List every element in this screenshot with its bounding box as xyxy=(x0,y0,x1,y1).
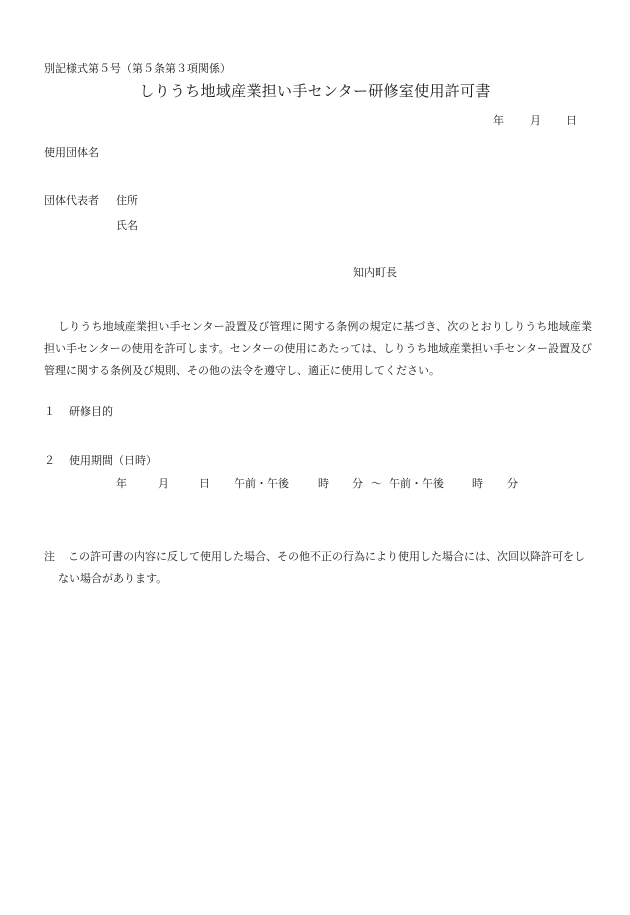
period-year-label: 年 xyxy=(116,477,127,490)
period-end-minute-label: 分 xyxy=(507,477,518,490)
period-start-minute-label: 分 xyxy=(352,477,363,490)
item-number: １ xyxy=(44,405,55,418)
period-start-hour-label: 時 xyxy=(318,477,329,490)
item-label: 研修目的 xyxy=(69,405,113,418)
item-label: 使用期間（日時） xyxy=(69,454,157,467)
period-start-ampm: 午前・午後 xyxy=(234,477,289,490)
document-title: しりうち地域産業担い手センター研修室使用許可書 xyxy=(139,82,491,100)
form-label: 別記様式第５号（第５条第３項関係） xyxy=(44,62,231,75)
date-day-label: 日 xyxy=(566,114,577,127)
period-day-label: 日 xyxy=(199,477,210,490)
issuer: 知内町長 xyxy=(353,266,397,279)
period-month-label: 月 xyxy=(158,477,169,490)
date-year-label: 年 xyxy=(493,114,504,127)
note xyxy=(44,546,592,590)
representative-label: 団体代表者 xyxy=(44,194,99,207)
item-purpose xyxy=(44,405,113,419)
name-label: 氏名 xyxy=(116,219,138,232)
item-period xyxy=(44,454,157,468)
org-name-label: 使用団体名 xyxy=(44,146,99,159)
period-end-ampm: 午前・午後 xyxy=(389,477,444,490)
body-text: しりうち地域産業担い手センター設置及び管理に関する条例の規定に基づき、次のとおりしりうち地域産業担い手センターの使用を許可します。センターの使用にあたっては、しりうち地域産業担い手センター設置及び管理に関する条例及び規則、その他の法令を遵守し、適正に使用してください。 xyxy=(44,320,592,377)
date-month-label: 月 xyxy=(530,114,541,127)
note-text: この許可書の内容に反して使用した場合、その他不正の行為により使用した場合には、次回以降許可をしない場合があります。 xyxy=(58,550,585,585)
address-label: 住所 xyxy=(116,194,138,207)
period-end-hour-label: 時 xyxy=(472,477,483,490)
item-number: ２ xyxy=(44,454,55,467)
note-mark: 注 xyxy=(44,550,55,563)
period-tilde: ～ xyxy=(371,477,382,490)
